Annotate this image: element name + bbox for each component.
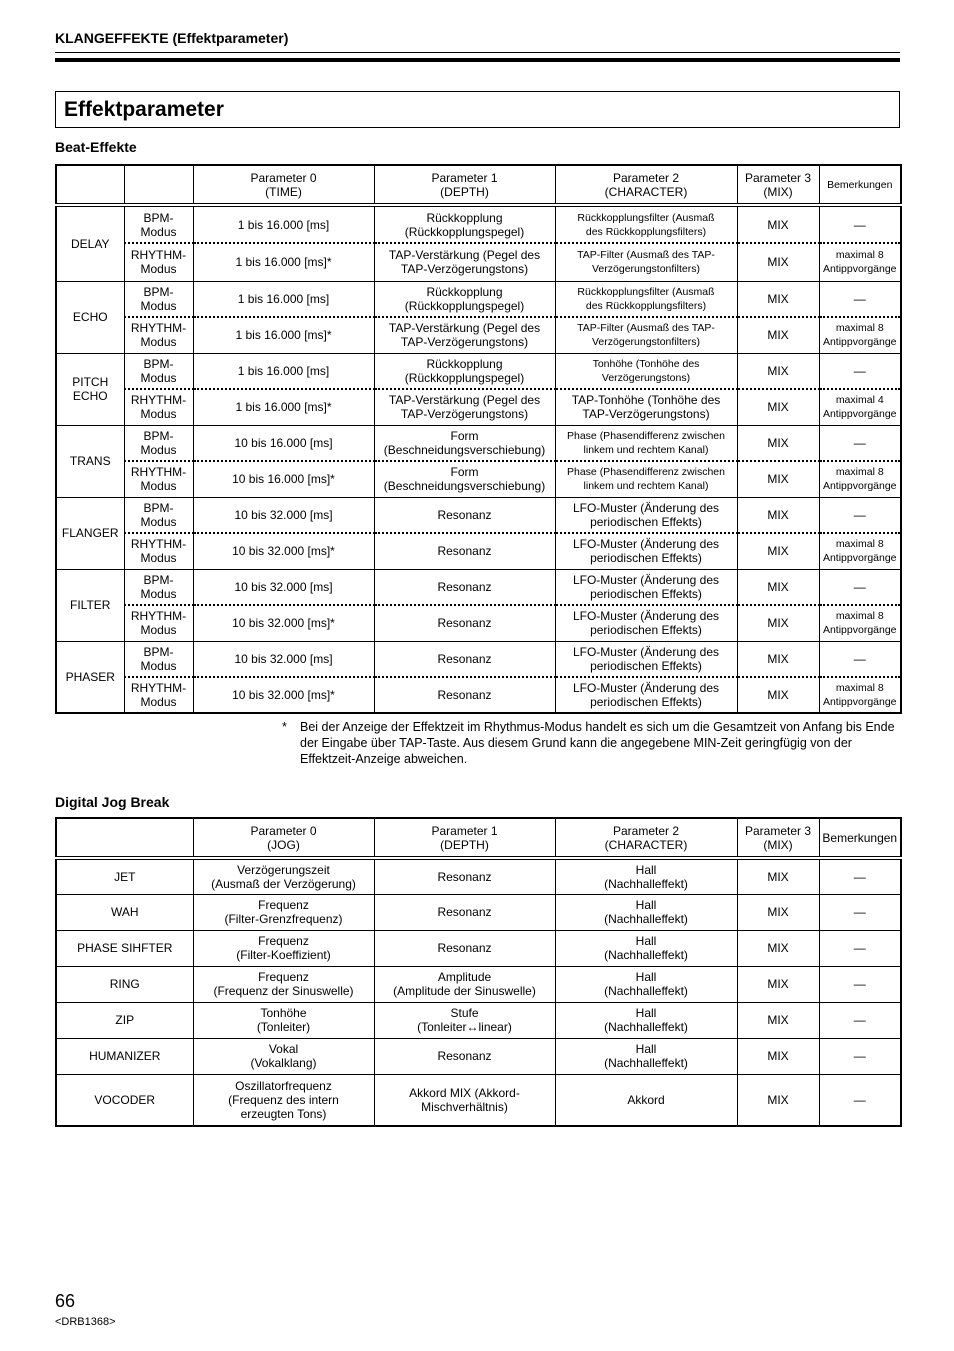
param2-cell: LFO-Muster (Änderung des periodischen Effekts) xyxy=(555,677,737,713)
param1-cell: Akkord MIX (Akkord- Mischverhältnis) xyxy=(374,1074,555,1126)
header-title: KLANGEFFEKTE (Effektparameter) xyxy=(55,30,289,46)
mode-cell: RHYTHM- Modus xyxy=(124,389,193,425)
param0-cell: 1 bis 16.000 [ms]* xyxy=(193,243,374,281)
remarks-cell: — xyxy=(819,425,901,461)
remarks-cell: — xyxy=(819,641,901,677)
param1-cell: Rückkopplung (Rückkopplungspegel) xyxy=(374,281,555,317)
footnote-text: Bei der Anzeige der Effektzeit im Rhythmus-Modus handelt es sich um die Gesamtzeit von Anfang bis Ende der Eingabe über TAP-Taste. Aus diesem Grund kann die angegebene MIN-Zeit geringfügig von der Effektzeit-Anzeige abweichen. xyxy=(300,720,895,766)
table-row xyxy=(56,605,901,641)
param2-cell: Rückkopplungsfilter (Ausmaß des Rückkopplungsfilters) xyxy=(555,281,737,317)
mode-cell: RHYTHM- Modus xyxy=(124,605,193,641)
param0-cell: Frequenz (Filter-Koeffizient) xyxy=(193,930,374,966)
table-row xyxy=(56,533,901,569)
remarks-cell: maximal 8 Antippvorgänge xyxy=(819,461,901,497)
remarks-cell: — xyxy=(819,966,901,1002)
effect-name: WAH xyxy=(56,894,193,930)
param2-cell: Tonhöhe (Tonhöhe des Verzögerungstons) xyxy=(555,353,737,389)
param2-cell: LFO-Muster (Änderung des periodischen Effekts) xyxy=(555,533,737,569)
param3-cell: MIX xyxy=(737,641,819,677)
table-row xyxy=(56,461,901,497)
param3-cell: MIX xyxy=(737,533,819,569)
jog-break-table xyxy=(55,817,902,1127)
param1-cell: Resonanz xyxy=(374,894,555,930)
table-row xyxy=(56,243,901,281)
effect-name: FLANGER xyxy=(56,497,124,569)
param3-cell: MIX xyxy=(737,205,819,243)
mode-cell: RHYTHM- Modus xyxy=(124,243,193,281)
remarks-cell: — xyxy=(819,1074,901,1126)
param1-cell: Resonanz xyxy=(374,497,555,533)
mode-cell: BPM- Modus xyxy=(124,205,193,243)
param1-cell: TAP-Verstärkung (Pegel des TAP-Verzögerungstons) xyxy=(374,389,555,425)
param2-cell: Hall (Nachhalleffekt) xyxy=(555,930,737,966)
beat-subtitle: Beat-Effekte xyxy=(55,139,137,155)
mode-cell: BPM- Modus xyxy=(124,281,193,317)
mode-cell: BPM- Modus xyxy=(124,569,193,605)
param1-cell: Resonanz xyxy=(374,569,555,605)
remarks-cell: — xyxy=(819,1002,901,1038)
param1-cell: Form (Beschneidungsverschiebung) xyxy=(374,425,555,461)
document-code: <DRB1368> xyxy=(55,1316,116,1328)
param0-cell: 1 bis 16.000 [ms] xyxy=(193,205,374,243)
effect-name: FILTER xyxy=(56,569,124,641)
param0-cell: Tonhöhe (Tonleiter) xyxy=(193,1002,374,1038)
column-header: Bemerkungen xyxy=(819,165,901,205)
param3-cell: MIX xyxy=(737,389,819,425)
column-header xyxy=(56,165,124,205)
param2-cell: Phase (Phasendifferenz zwischen linkem und rechtem Kanal) xyxy=(555,425,737,461)
remarks-cell: — xyxy=(819,1038,901,1074)
column-header: Bemerkungen xyxy=(819,818,901,858)
param0-cell: Oszillatorfrequenz (Frequenz des intern erzeugten Tons) xyxy=(193,1074,374,1126)
param2-cell: Rückkopplungsfilter (Ausmaß des Rückkopplungsfilters) xyxy=(555,205,737,243)
param1-cell: Resonanz xyxy=(374,605,555,641)
param2-cell: Akkord xyxy=(555,1074,737,1126)
param2-cell: Phase (Phasendifferenz zwischen linkem und rechtem Kanal) xyxy=(555,461,737,497)
remarks-cell: — xyxy=(819,930,901,966)
param2-cell: Hall (Nachhalleffekt) xyxy=(555,966,737,1002)
param0-cell: 10 bis 32.000 [ms]* xyxy=(193,533,374,569)
remarks-cell: maximal 8 Antippvorgänge xyxy=(819,605,901,641)
header-rule-thick xyxy=(55,58,900,62)
table-row xyxy=(56,281,901,317)
table-row xyxy=(56,497,901,533)
mode-cell: RHYTHM- Modus xyxy=(124,533,193,569)
param3-cell: MIX xyxy=(737,497,819,533)
column-header: Parameter 2 (CHARACTER) xyxy=(555,165,737,205)
param3-cell: MIX xyxy=(737,966,819,1002)
param3-cell: MIX xyxy=(737,677,819,713)
table-row xyxy=(56,317,901,353)
remarks-cell: maximal 8 Antippvorgänge xyxy=(819,533,901,569)
effect-name: TRANS xyxy=(56,425,124,497)
param0-cell: 1 bis 16.000 [ms]* xyxy=(193,389,374,425)
table-row xyxy=(56,1038,901,1074)
jog-subtitle: Digital Jog Break xyxy=(55,794,170,810)
param0-cell: Verzögerungszeit (Ausmaß der Verzögerung) xyxy=(193,858,374,894)
column-header: Parameter 0 (TIME) xyxy=(193,165,374,205)
column-header xyxy=(56,818,193,858)
param1-cell: Rückkopplung (Rückkopplungspegel) xyxy=(374,353,555,389)
remarks-cell: — xyxy=(819,497,901,533)
param2-cell: LFO-Muster (Änderung des periodischen Effekts) xyxy=(555,497,737,533)
param1-cell: Resonanz xyxy=(374,641,555,677)
footnote-marker: * xyxy=(282,720,287,734)
param0-cell: Frequenz (Frequenz der Sinuswelle) xyxy=(193,966,374,1002)
column-header: Parameter 1 (DEPTH) xyxy=(374,818,555,858)
param2-cell: Hall (Nachhalleffekt) xyxy=(555,894,737,930)
table-row xyxy=(56,966,901,1002)
table-row xyxy=(56,894,901,930)
table-row xyxy=(56,677,901,713)
column-header: Parameter 2 (CHARACTER) xyxy=(555,818,737,858)
param0-cell: Vokal (Vokalklang) xyxy=(193,1038,374,1074)
table-row xyxy=(56,425,901,461)
table-row xyxy=(56,1074,901,1126)
table-row xyxy=(56,353,901,389)
table-row xyxy=(56,930,901,966)
param2-cell: Hall (Nachhalleffekt) xyxy=(555,1038,737,1074)
param3-cell: MIX xyxy=(737,461,819,497)
column-header: Parameter 1 (DEPTH) xyxy=(374,165,555,205)
param3-cell: MIX xyxy=(737,1074,819,1126)
param2-cell: LFO-Muster (Änderung des periodischen Effekts) xyxy=(555,641,737,677)
param3-cell: MIX xyxy=(737,317,819,353)
param2-cell: Hall (Nachhalleffekt) xyxy=(555,858,737,894)
param1-cell: Resonanz xyxy=(374,533,555,569)
param2-cell: TAP-Filter (Ausmaß des TAP- Verzögerungstonfilters) xyxy=(555,243,737,281)
param1-cell: Resonanz xyxy=(374,677,555,713)
param3-cell: MIX xyxy=(737,1038,819,1074)
table-row xyxy=(56,858,901,894)
effect-name: ECHO xyxy=(56,281,124,353)
remarks-cell: — xyxy=(819,205,901,243)
param3-cell: MIX xyxy=(737,569,819,605)
param3-cell: MIX xyxy=(737,894,819,930)
column-header xyxy=(124,165,193,205)
effect-name: VOCODER xyxy=(56,1074,193,1126)
param3-cell: MIX xyxy=(737,858,819,894)
param2-cell: LFO-Muster (Änderung des periodischen Effekts) xyxy=(555,569,737,605)
effect-name: PHASER xyxy=(56,641,124,713)
effect-name: DELAY xyxy=(56,205,124,281)
param1-cell: TAP-Verstärkung (Pegel des TAP-Verzögerungstons) xyxy=(374,317,555,353)
param0-cell: 10 bis 32.000 [ms] xyxy=(193,497,374,533)
mode-cell: BPM- Modus xyxy=(124,497,193,533)
section-title: Effektparameter xyxy=(55,91,900,128)
column-header: Parameter 0 (JOG) xyxy=(193,818,374,858)
param3-cell: MIX xyxy=(737,243,819,281)
param0-cell: 1 bis 16.000 [ms] xyxy=(193,353,374,389)
param1-cell: TAP-Verstärkung (Pegel des TAP-Verzögerungstons) xyxy=(374,243,555,281)
param0-cell: 10 bis 32.000 [ms] xyxy=(193,641,374,677)
table-row xyxy=(56,569,901,605)
param3-cell: MIX xyxy=(737,425,819,461)
param0-cell: 10 bis 32.000 [ms]* xyxy=(193,605,374,641)
param0-cell: 10 bis 32.000 [ms]* xyxy=(193,677,374,713)
param1-cell: Stufe (Tonleiter↔linear) xyxy=(374,1002,555,1038)
page-number: 66 xyxy=(55,1291,76,1311)
effect-name: PITCH ECHO xyxy=(56,353,124,425)
param3-cell: MIX xyxy=(737,353,819,389)
remarks-cell: — xyxy=(819,894,901,930)
param1-cell: Form (Beschneidungsverschiebung) xyxy=(374,461,555,497)
param1-cell: Resonanz xyxy=(374,1038,555,1074)
table-row xyxy=(56,205,901,243)
effect-name: RING xyxy=(56,966,193,1002)
mode-cell: BPM- Modus xyxy=(124,425,193,461)
table-row xyxy=(56,641,901,677)
beat-effects-table xyxy=(55,164,902,714)
effect-name: PHASE SIHFTER xyxy=(56,930,193,966)
header-rule-thin xyxy=(55,52,900,53)
table-row xyxy=(56,1002,901,1038)
param1-cell: Resonanz xyxy=(374,930,555,966)
mode-cell: RHYTHM- Modus xyxy=(124,677,193,713)
param2-cell: LFO-Muster (Änderung des periodischen Effekts) xyxy=(555,605,737,641)
param0-cell: 1 bis 16.000 [ms]* xyxy=(193,317,374,353)
param0-cell: 10 bis 32.000 [ms] xyxy=(193,569,374,605)
param2-cell: TAP-Filter (Ausmaß des TAP- Verzögerungstonfilters) xyxy=(555,317,737,353)
remarks-cell: — xyxy=(819,858,901,894)
param0-cell: 10 bis 16.000 [ms]* xyxy=(193,461,374,497)
effect-name: JET xyxy=(56,858,193,894)
remarks-cell: maximal 8 Antippvorgänge xyxy=(819,243,901,281)
remarks-cell: — xyxy=(819,569,901,605)
mode-cell: RHYTHM- Modus xyxy=(124,461,193,497)
column-header: Parameter 3 (MIX) xyxy=(737,165,819,205)
param1-cell: Amplitude (Amplitude der Sinuswelle) xyxy=(374,966,555,1002)
param1-cell: Resonanz xyxy=(374,858,555,894)
param3-cell: MIX xyxy=(737,930,819,966)
remarks-cell: maximal 8 Antippvorgänge xyxy=(819,677,901,713)
remarks-cell: maximal 8 Antippvorgänge xyxy=(819,317,901,353)
effect-name: HUMANIZER xyxy=(56,1038,193,1074)
param0-cell: 10 bis 16.000 [ms] xyxy=(193,425,374,461)
param3-cell: MIX xyxy=(737,1002,819,1038)
param3-cell: MIX xyxy=(737,281,819,317)
param0-cell: 1 bis 16.000 [ms] xyxy=(193,281,374,317)
mode-cell: BPM- Modus xyxy=(124,641,193,677)
remarks-cell: — xyxy=(819,281,901,317)
effect-name: ZIP xyxy=(56,1002,193,1038)
param0-cell: Frequenz (Filter-Grenzfrequenz) xyxy=(193,894,374,930)
remarks-cell: — xyxy=(819,353,901,389)
column-header: Parameter 3 (MIX) xyxy=(737,818,819,858)
table-row xyxy=(56,389,901,425)
mode-cell: RHYTHM- Modus xyxy=(124,317,193,353)
mode-cell: BPM- Modus xyxy=(124,353,193,389)
param2-cell: Hall (Nachhalleffekt) xyxy=(555,1002,737,1038)
param1-cell: Rückkopplung (Rückkopplungspegel) xyxy=(374,205,555,243)
param3-cell: MIX xyxy=(737,605,819,641)
remarks-cell: maximal 4 Antippvorgänge xyxy=(819,389,901,425)
param2-cell: TAP-Tonhöhe (Tonhöhe des TAP-Verzögerungstons) xyxy=(555,389,737,425)
